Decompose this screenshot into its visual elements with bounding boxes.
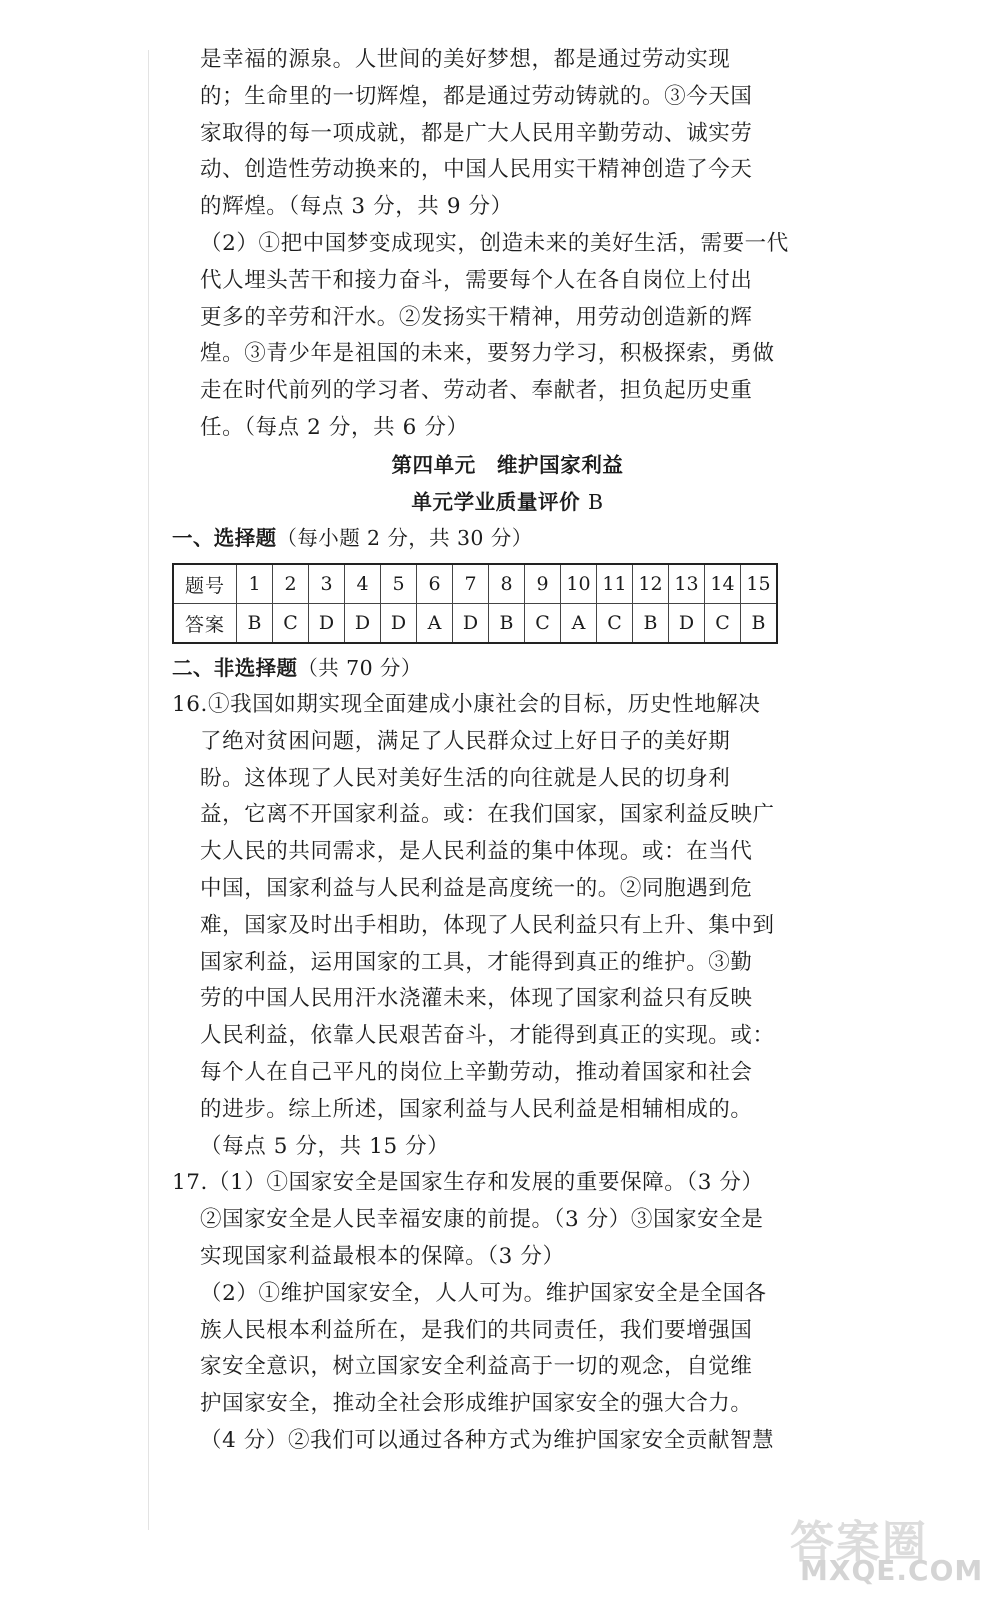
answer-cell: B (237, 604, 273, 644)
text-line: 族人民根本利益所在，是我们的共同责任，我们要增强国 (200, 1317, 753, 1343)
answer-cell: D (453, 604, 489, 644)
question-number-cell: 8 (489, 564, 525, 604)
question-number-cell: 13 (669, 564, 705, 604)
answer-cell: D (345, 604, 381, 644)
question-17-answer (172, 1165, 815, 1459)
page-margin-line (148, 50, 149, 1530)
text-line: （4 分）②我们可以通过各种方式为维护国家安全贡献智慧 (200, 1427, 775, 1453)
text-line: 更多的辛劳和汗水。②发扬实干精神，用劳动创造新的辉 (200, 304, 753, 330)
watermark-logo-text: 答案圈 (790, 1517, 928, 1568)
text-line: 益，它离不开国家利益。或：在我们国家，国家利益反映广 (200, 802, 775, 828)
text-line: 每个人在自己平凡的岗位上辛勤劳动，推动着国家和社会 (200, 1059, 753, 1085)
text-line: 盼。这体现了人民对美好生活的向往就是人民的切身利 (200, 765, 731, 791)
answer-cell: D (669, 604, 705, 644)
text-line: 是幸福的源泉。人世间的美好梦想，都是通过劳动实现 (200, 47, 731, 72)
answer-cell: D (381, 604, 417, 644)
text-line: （2）①把中国梦变成现实，创造未来的美好生活，需要一代 (200, 230, 789, 256)
answer-row (173, 604, 777, 644)
evaluation-title (200, 484, 815, 521)
question-number-cell: 1 (237, 564, 273, 604)
answer-cell: C (525, 604, 561, 644)
text-line: 走在时代前列的学习者、劳动者、奉献者，担负起历史重 (200, 378, 753, 404)
part-2-answer (200, 226, 815, 447)
section-1-heading (172, 520, 815, 557)
text-line: 人民利益，依靠人民艰苦奋斗，才能得到真正的实现。或： (200, 1023, 775, 1049)
answer-cell: C (273, 604, 309, 644)
text-line: 家取得的每一项成就，都是广大人民用辛勤劳动、诚实劳 (200, 120, 753, 146)
text-line: 大人民的共同需求，是人民利益的集中体现。或：在当代 (200, 839, 753, 865)
question-number-cell: 6 (417, 564, 453, 604)
row-label-number: 题号 (173, 564, 237, 604)
text-line: 实现国家利益最根本的保障。（3 分） (200, 1243, 565, 1269)
text-line: ②国家安全是人民幸福安康的前提。（3 分）③国家安全是 (200, 1207, 764, 1233)
text-line: 难，国家及时出手相助，体现了人民利益只有上升、集中到 (200, 912, 775, 938)
text-line: 国家利益，运用国家的工具，才能得到真正的维护。③勤 (200, 949, 753, 975)
text-line: 了绝对贫困问题，满足了人民群众过上好日子的美好期 (200, 728, 731, 754)
question-number-cell: 11 (597, 564, 633, 604)
answer-cell: C (597, 604, 633, 644)
answer-cell: A (417, 604, 453, 644)
question-16-answer (172, 687, 815, 1165)
question-number-cell: 7 (453, 564, 489, 604)
text-line: 煌。③青少年是祖国的未来，要努力学习，积极探索，勇做 (200, 341, 775, 367)
question-number-cell: 14 (705, 564, 741, 604)
text-line: 动、创造性劳动换来的，中国人民用实干精神创造了今天 (200, 157, 753, 183)
site-watermark (780, 1504, 984, 1594)
section-2-label: 二、非选择题 (172, 656, 298, 681)
question-number-cell: 5 (381, 564, 417, 604)
text-line: 中国，国家利益与人民利益是高度统一的。②同胞遇到危 (200, 875, 753, 901)
question-number-row (173, 564, 777, 604)
section-2-note: （共 70 分） (297, 656, 422, 681)
evaluation-title-suffix: B (587, 489, 604, 514)
question-number-cell: 3 (309, 564, 345, 604)
text-line: 的辉煌。（每点 3 分，共 9 分） (200, 194, 513, 220)
watermark-url: MXQE.COM (800, 1554, 984, 1587)
evaluation-title-text: 单元学业质量评价 (411, 489, 581, 514)
question-number-cell: 9 (525, 564, 561, 604)
answer-cell: A (561, 604, 597, 644)
text-line: 17.（1）①国家安全是国家生存和发展的重要保障。（3 分） (172, 1170, 764, 1196)
section-2-heading (172, 650, 815, 687)
text-line: 任。（每点 2 分，共 6 分） (200, 414, 469, 440)
text-line: 劳的中国人民用汗水浇灌未来，体现了国家利益只有反映 (200, 986, 753, 1012)
question-number-cell: 2 (273, 564, 309, 604)
text-line: （2）①维护国家安全，人人可为。维护国家安全是全国各 (200, 1280, 767, 1306)
text-line: 家安全意识，树立国家安全利益高于一切的观念，自觉维 (200, 1354, 753, 1380)
question-number-cell: 4 (345, 564, 381, 604)
question-number-cell: 12 (633, 564, 669, 604)
text-line: 的进步。综上所述，国家利益与人民利益是相辅相成的。 (200, 1096, 753, 1122)
section-1-note: （每小题 2 分，共 30 分） (276, 526, 533, 551)
answer-table (172, 563, 778, 644)
question-number-cell: 10 (561, 564, 597, 604)
question-number-cell: 15 (741, 564, 778, 604)
answer-cell: B (489, 604, 525, 644)
answer-key-page (172, 42, 815, 1460)
unit-title: 第四单元 维护国家利益 (391, 452, 624, 477)
text-line: 16.①我国如期实现全面建成小康社会的目标，历史性地解决 (172, 691, 761, 717)
previous-answer-continuation (200, 42, 815, 226)
text-line: （每点 5 分，共 15 分） (200, 1133, 450, 1159)
section-1-label: 一、选择题 (172, 526, 277, 551)
answer-cell: C (705, 604, 741, 644)
row-label-answer: 答案 (173, 604, 237, 644)
answer-cell: B (741, 604, 778, 644)
text-line: 代人埋头苦干和接力奋斗，需要每个人在各自岗位上付出 (200, 267, 753, 293)
answer-cell: D (309, 604, 345, 644)
text-line: 的；生命里的一切辉煌，都是通过劳动铸就的。③今天国 (200, 83, 753, 109)
text-line: 护国家安全，推动全社会形成维护国家安全的强大合力。 (200, 1391, 753, 1417)
answer-cell: B (633, 604, 669, 644)
